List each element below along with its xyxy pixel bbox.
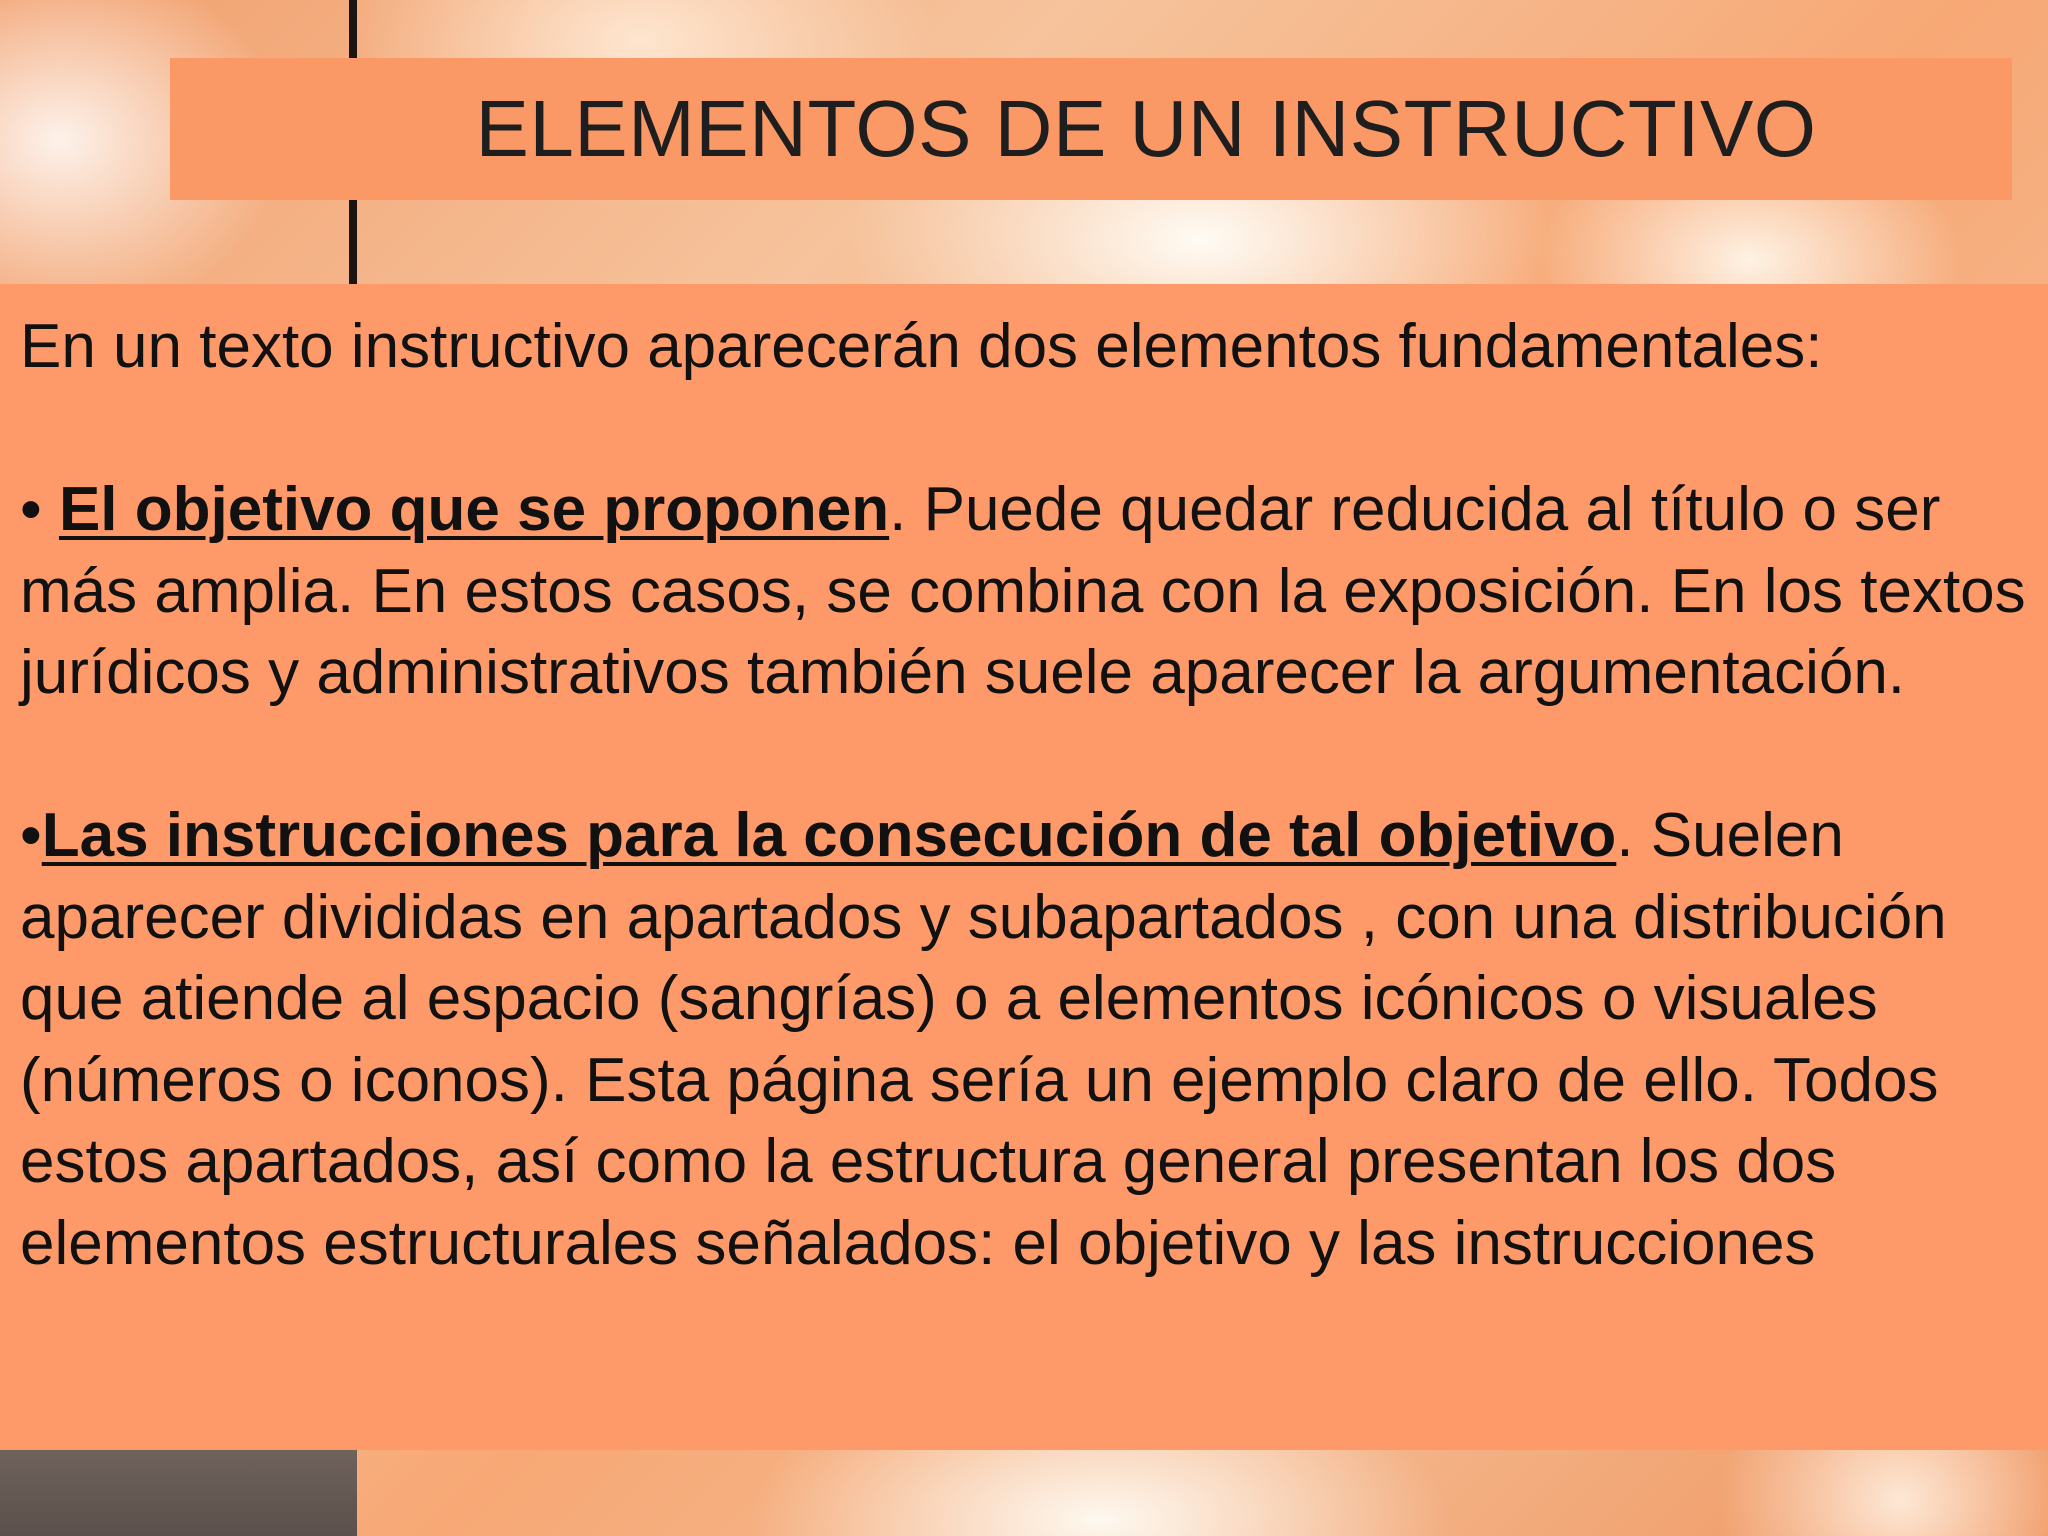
bullet-item-objetivo: [20, 469, 2040, 714]
content-box: [0, 284, 2048, 1450]
bullet-heading-punct: .: [1616, 801, 1634, 870]
title-bar: [170, 58, 2012, 200]
bullet-heading-objetivo: El objetivo que se proponen: [58, 475, 890, 544]
bullet-marker: •: [20, 475, 59, 544]
paragraph-spacer: [20, 714, 2040, 796]
bullet-item-instrucciones: [20, 795, 2040, 1284]
bullet-body-instrucciones: Suelen aparecer divididas en apartados y subapartados , con una distribución que atiende al espacio (sangrías) o a elementos icónicos o visuales (números o iconos). Esta página sería un ejemplo claro de ello. Todos estos apartados, así como la estructura general presentan los dos elementos estructurales señalados: el objetivo y las instrucciones: [20, 801, 1947, 1278]
intro-paragraph: En un texto instructivo aparecerán dos elementos fundamentales:: [20, 312, 1823, 381]
bullet-heading-punct: .: [889, 475, 907, 544]
slide-body: [20, 306, 2040, 1284]
paragraph-spacer: [20, 388, 2040, 470]
bullet-heading-instrucciones: Las instrucciones para la consecución de tal objetivo: [41, 801, 1617, 870]
decorative-gray-block: [0, 1450, 357, 1536]
slide-title: ELEMENTOS DE UN INSTRUCTIVO: [475, 84, 1817, 173]
bullet-marker: •: [20, 801, 42, 870]
bullet-body-objetivo: Puede quedar reducida al título o ser más amplia. En estos casos, se combina con la exposición. En los textos jurídicos y administrativos también suele aparecer la argumentación.: [20, 475, 2026, 707]
